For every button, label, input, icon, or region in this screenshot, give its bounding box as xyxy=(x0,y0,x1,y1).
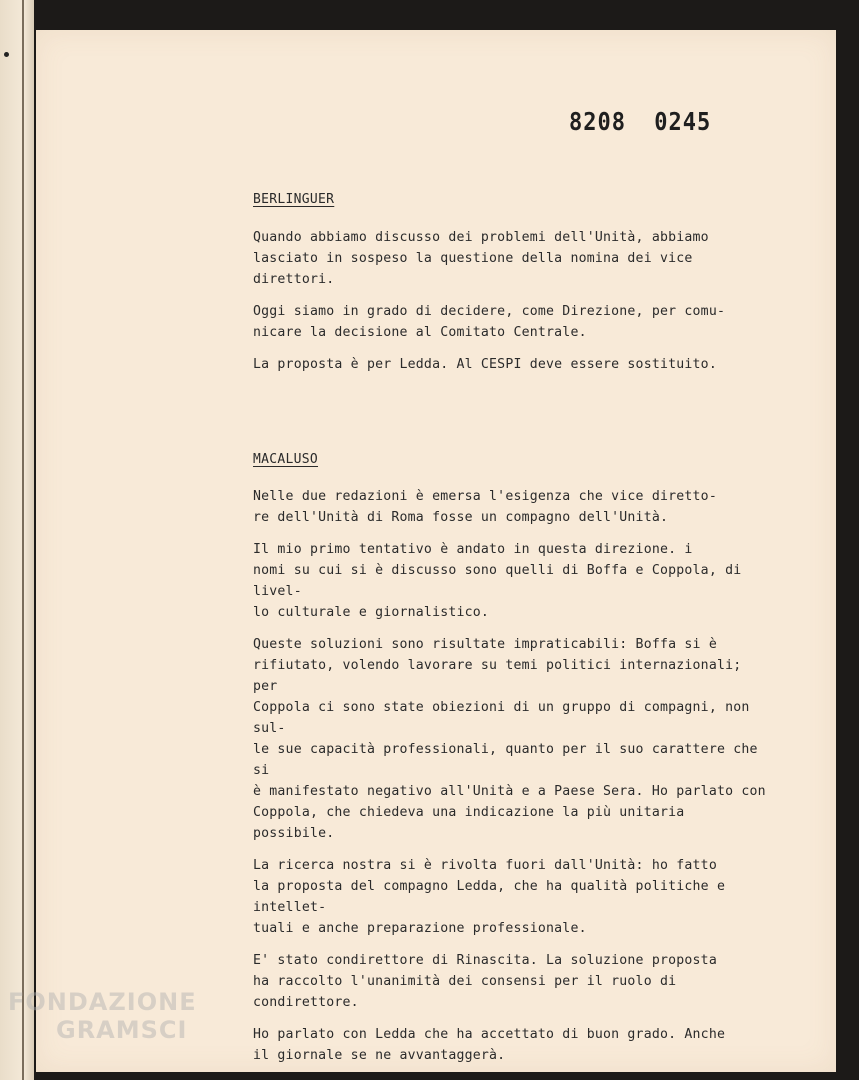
paragraph: La proposta è per Ledda. Al CESPI deve essere sostituito. xyxy=(253,357,717,372)
watermark-line-2: GRAMSCI xyxy=(56,1016,188,1044)
paragraph: La ricerca nostra si è rivolta fuori dall'Unità: ho fatto la proposta del compagno Ledda, che ha qualità politiche e intellet- tuali e anche preparazione professionale. xyxy=(253,858,726,936)
binder-strip xyxy=(0,0,34,1080)
binder-hole xyxy=(4,52,9,57)
paragraph: Ho parlato con Ledda che ha accettato di buon grado. Anche il giornale se ne avvantaggerà. xyxy=(253,1027,726,1063)
paragraph: Queste soluzioni sono risultate impraticabili: Boffa si è rifiutato, volendo lavorare su temi politici internazionali; per Coppola ci sono state obiezioni di un gruppo di compagni, non sul- le sue capacità professionali, quanto per il suo carattere che si è manifestato negativo all'Unità e a Paese Sera. Ho parlato con Coppola, che chiedeva una indicazione la più unitaria possibile. xyxy=(253,637,766,841)
watermark-line-1: FONDAZIONE xyxy=(8,988,197,1016)
section-berlinguer-text xyxy=(253,227,773,386)
paragraph: Il mio primo tentativo è andato in questa direzione. i nomi su cui si è discusso sono quelli di Boffa e Coppola, di livel- lo culturale e giornalistico. xyxy=(253,542,742,620)
binder-edge xyxy=(22,0,24,1080)
speaker-macaluso: MACALUSO xyxy=(253,452,319,467)
paragraph: Quando abbiamo discusso dei problemi dell'Unità, abbiamo lasciato in sospeso la questione della nomina dei vice direttori. xyxy=(253,230,709,287)
section-macaluso-text xyxy=(253,486,773,1077)
paragraph: E' stato condirettore di Rinascita. La soluzione proposta ha raccolto l'unanimità dei consensi per il ruolo di condirettore. xyxy=(253,953,717,1010)
paragraph: Oggi siamo in grado di decidere, come Direzione, per comu- nicare la decisione al Comitato Centrale. xyxy=(253,304,726,340)
speaker-berlinguer: BERLINGUER xyxy=(253,192,335,207)
paragraph: Nelle due redazioni è emersa l'esigenza che vice diretto- re dell'Unità di Roma fosse un compagno dell'Unità. xyxy=(253,489,717,525)
document-number: 8208 0245 xyxy=(569,108,712,137)
fondazione-gramsci-watermark xyxy=(8,988,208,1044)
document-page xyxy=(36,30,836,1072)
